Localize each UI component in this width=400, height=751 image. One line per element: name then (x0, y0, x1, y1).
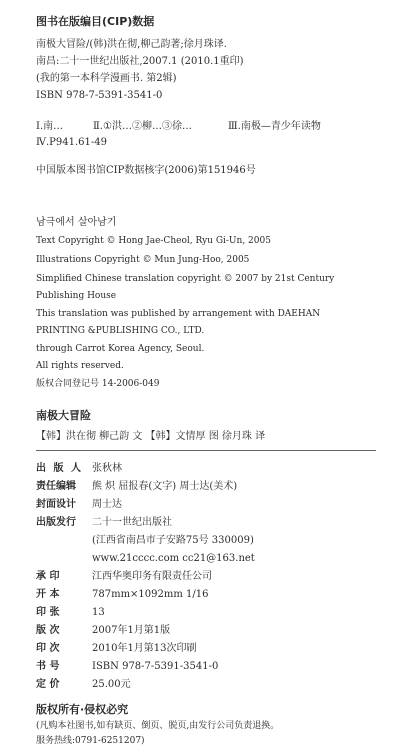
detail-label: 书 号 (36, 661, 60, 672)
detail-value: 周士达 (92, 499, 122, 510)
text-copyright: Text Copyright © Hong Jae-Cheol, Ryu Gi-Un, 2005 (36, 236, 271, 246)
return-policy-note: (凡购本社图书,如有缺页、倒页、脱页,由发行公司负责退换。 (36, 721, 280, 731)
detail-label: 版 次 (36, 625, 60, 636)
detail-value: (江西省南昌市子安路75号 330009) (92, 535, 254, 546)
cip-isbn: ISBN 978-7-5391-3541-0 (36, 90, 163, 101)
book-credits: 【韩】洪在彻 柳己韵 文 【韩】文情厚 图 徐月珠 译 (36, 431, 266, 442)
translation-note-line-1: This translation was published by arrangement with DAEHAN (36, 309, 321, 319)
translation-note-line-2: PRINTING &PUBLISHING CO., LTD. (36, 326, 205, 336)
book-title: 南极大冒险 (36, 409, 91, 422)
detail-value: ISBN 978-7-5391-3541-0 (92, 661, 219, 672)
cip-class-2: Ⅱ.①洪…②柳…③徐… (93, 121, 192, 132)
cip-verify: 中国版本图书馆CIP数据核字(2006)第151946号 (36, 165, 256, 176)
detail-value: 张秋林 (92, 463, 122, 474)
cip-class-1: Ⅰ.南… (36, 121, 64, 132)
divider (36, 450, 376, 451)
detail-label: 定 价 (36, 679, 60, 690)
detail-value: 25.00元 (92, 679, 131, 690)
detail-value: 二十一世纪出版社 (92, 517, 172, 528)
rights-reserved: All rights reserved. (36, 361, 124, 371)
detail-value: 13 (92, 607, 105, 618)
detail-value: 江西华奥印务有限责任公司 (92, 571, 212, 582)
detail-label: 责任编辑 (36, 481, 76, 492)
detail-label: 出 版 人 (36, 463, 83, 474)
rights-notice-title: 版权所有·侵权必究 (36, 703, 129, 716)
cip-line-1: 南极大冒险/(韩)洪在彻,柳己韵著;徐月珠译. (36, 39, 227, 50)
cip-class-4: Ⅳ.P941.61-49 (36, 137, 107, 148)
detail-value: www.21cccc.com cc21@163.net (92, 553, 255, 564)
detail-label: 印 次 (36, 643, 60, 654)
translation-note-line-3: through Carrot Korea Agency, Seoul. (36, 344, 205, 354)
korean-title: 남극에서 살아남기 (36, 217, 117, 228)
service-hotline: 服务热线:0791-6251207) (36, 736, 145, 746)
cip-line-3: (我的第一本科学漫画书. 第2辑) (36, 73, 177, 84)
cip-heading: 图书在版编目(CIP)数据 (36, 15, 155, 28)
detail-value: 2007年1月第1版 (92, 625, 171, 636)
detail-label: 开 本 (36, 589, 60, 600)
detail-value: 787mm×1092mm 1/16 (92, 589, 209, 600)
detail-label: 出版发行 (36, 517, 76, 528)
cip-class-3: Ⅲ.南极—青少年读物 (228, 121, 321, 132)
simplified-copyright-line-2: Publishing House (36, 291, 117, 301)
detail-value: 2010年1月第13次印刷 (92, 643, 197, 654)
illustrations-copyright: Illustrations Copyright © Mun Jung-Hoo, 2005 (36, 255, 250, 265)
contract-number: 版权合同登记号 14-2006-049 (36, 379, 160, 389)
detail-value: 熊 炽 屈报春(文字) 周士达(美术) (92, 481, 238, 492)
cip-line-2: 南昌:二十一世纪出版社,2007.1 (2010.1重印) (36, 56, 244, 67)
detail-label: 封面设计 (36, 499, 76, 510)
detail-label: 承 印 (36, 571, 60, 582)
detail-label: 印 张 (36, 607, 60, 618)
simplified-copyright-line-1: Simplified Chinese translation copyright © 2007 by 21st Century (36, 274, 335, 284)
